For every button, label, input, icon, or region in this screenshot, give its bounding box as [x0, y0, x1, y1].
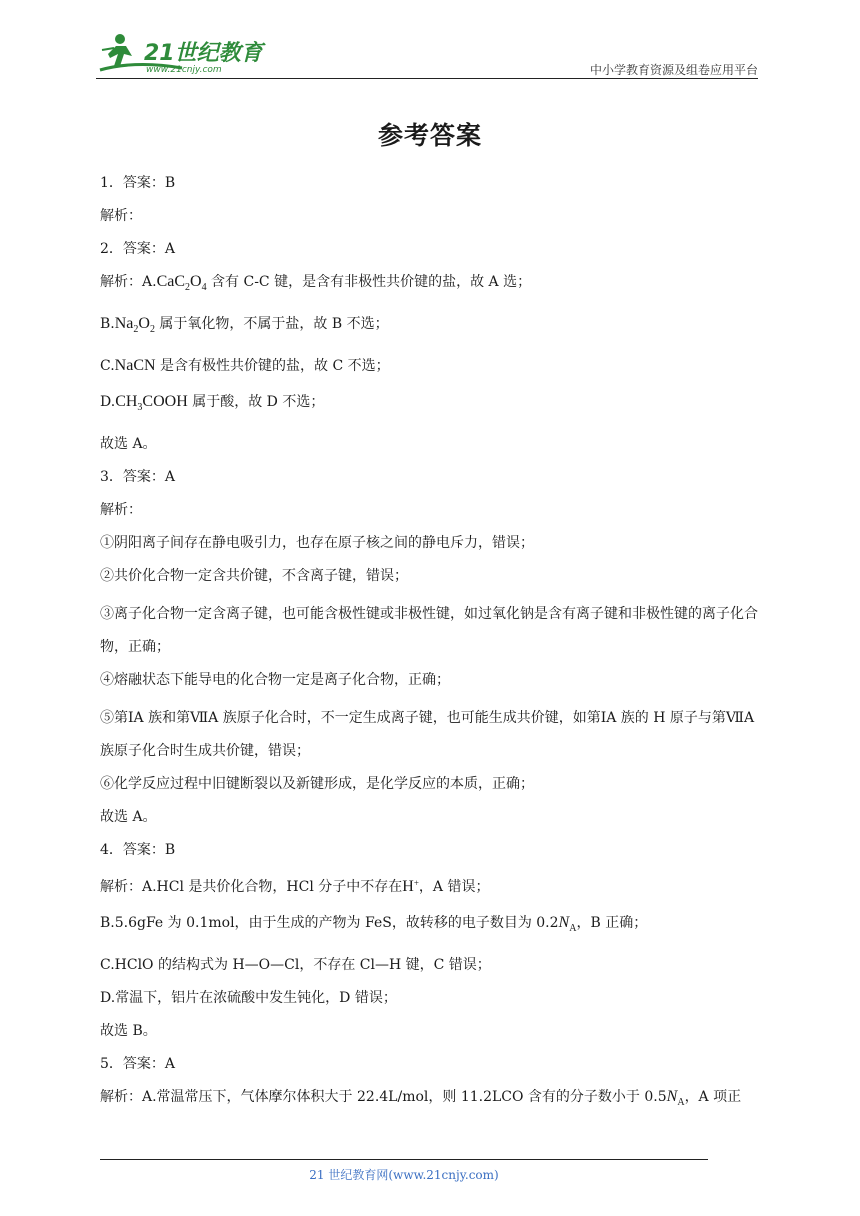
q2-conclusion: 故选 A。 [100, 436, 157, 452]
q5-analysis-a: 解析：A.常温常压下，气体摩尔体积大于 22.4L/mol，则 11.2LCO 含有的分子数小于 $0.5N_A$，A 项正 [100, 1088, 742, 1108]
q3-answer: 3．答案：A [100, 469, 176, 485]
q3-item-6: ⑥化学反应过程中旧键断裂以及新键形成，是化学反应的本质，正确； [100, 776, 534, 792]
q3-item-1: ①阴阳离子间存在静电吸引力，也存在原子核之间的静电斥力，错误； [100, 535, 534, 551]
q3-item-4: ④熔融状态下能导电的化合物一定是离子化合物，正确； [100, 672, 450, 688]
q3-analysis: 解析： [100, 502, 142, 518]
q2-analysis-b: $B.Na_2O_2$ 属于氧化物，不属于盐，故 B 不选； [100, 315, 389, 335]
footer-divider [100, 1159, 708, 1160]
header-platform-name: 中小学教育资源及组卷应用平台 [589, 63, 758, 77]
page-header [96, 30, 760, 78]
q3-item-3: ③离子化合物一定含离子键，也可能含极性键或非极性键，如过氧化钠是含有离子键和非极性键的离子化合物，正确； [100, 606, 758, 655]
svg-text:21世纪教育: 21世纪教育 [144, 41, 263, 66]
q4-answer: 4．答案：B [100, 842, 176, 858]
q5-answer: 5．答案：A [100, 1056, 176, 1072]
q3-item-2: ②共价化合物一定含共价键，不含离子键，错误； [100, 568, 408, 584]
q4-analysis-d: D.常温下，铝片在浓硫酸中发生钝化，D 错误； [100, 990, 397, 1006]
q2-analysis-c: C.NaCN 是含有极性共价键的盐，故 C 不选； [100, 357, 390, 374]
logo-21cnjy [96, 30, 266, 76]
q4-analysis-c: C.HClO 的结构式为 H—O—Cl，不存在 Cl—H 键，C 错误； [100, 957, 491, 973]
q4-conclusion: 故选 B。 [100, 1023, 157, 1039]
q4-analysis-b: B.5.6gFe 为 0.1mol，由于生成的产物为 FeS，故转移的电子数目为 $0.2N_A$，B 正确； [100, 914, 648, 934]
q4-analysis-a: 解析：A.HCl 是共价化合物，HCl 分子中不存在H+，A 错误； [100, 878, 490, 895]
answer-content [100, 172, 762, 1125]
q1-answer: 1．答案：B [100, 175, 176, 191]
header-divider [96, 78, 758, 79]
q2-analysis-a: 解析：$A.CaC_2O_4$ 含有 C-C 键，是含有非极性共价键的盐，故 A 选； [100, 273, 532, 293]
q1-analysis: 解析： [100, 208, 142, 224]
svg-text:www.21cnjy.com: www.21cnjy.com [146, 65, 222, 75]
page-footer: 21 世纪教育网(www.21cnjy.com) [309, 1168, 499, 1182]
q2-analysis-d: $D.CH_3COOH$ 属于酸，故 D 不选； [100, 393, 325, 413]
page-title: 参考答案 [377, 121, 482, 150]
q2-answer: 2．答案：A [100, 241, 176, 257]
q3-conclusion: 故选 A。 [100, 809, 157, 825]
q3-item-5: ⑤第ⅠA 族和第ⅦA 族原子化合时，不一定生成离子键，也可能生成共价键，如第ⅠA 族的 H 原子与第ⅦA 族原子化合时生成共价键，错误； [100, 710, 755, 759]
